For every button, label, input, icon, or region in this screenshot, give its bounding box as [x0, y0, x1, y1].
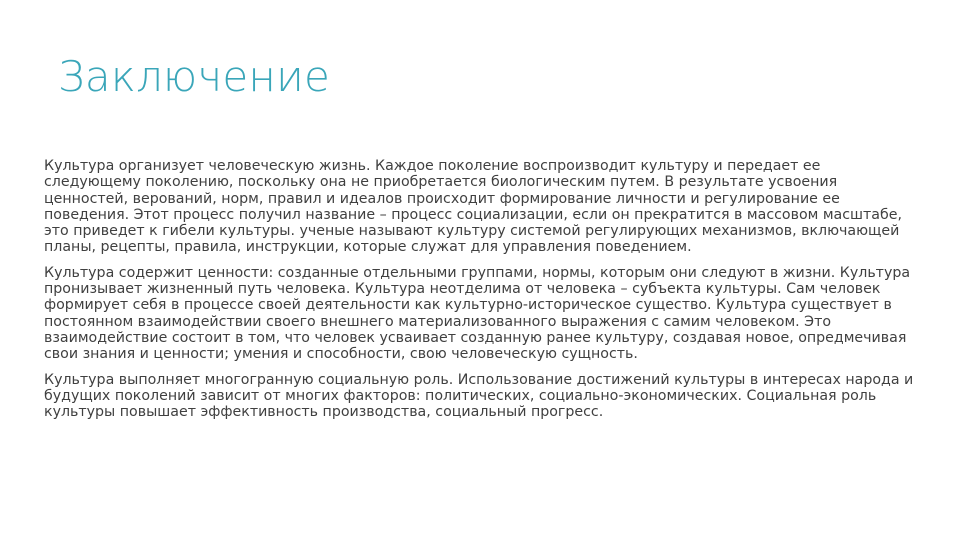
- body-paragraph: Культура выполняет многогранную социальную роль. Использование достижений культуры в интересах народа и будущих поколений зависит от многих факторов: политических, социально-экономических. Социальная роль культуры повышает эффективность производства, социальный прогресс.: [44, 371, 914, 421]
- body-paragraph: Культура организует человеческую жизнь. Каждое поколение воспроизводит культуру и передает ее следующему поколению, поскольку она не приобретается биологическим путем. В результате усвоения ценностей, верований, норм, правил и идеалов происходит формирование личности и регулирование ее поведения. Этот процесс получил название – процесс социализации, если он прекратится в массовом масштабе, это приведет к гибели культуры. ученые называют культуру системой регулирующих механизмов, включающей планы, рецепты, правила, инструкции, которые служат для управления поведением.: [44, 158, 902, 256]
- slide-title: Заключение: [58, 52, 330, 101]
- body-paragraph: Культура содержит ценности: созданные отдельными группами, нормы, которым они следуют в жизни. Культура пронизывает жизненный путь человека. Культура неотделима от человека – субъекта культуры. Сам человек формирует себя в процессе своей деятельности как культурно-историческое существо. Культура существует в постоянном взаимодействии своего внешнего материализованного выражения с самим человеком. Это взаимодействие состоит в том, что человек усваивает созданную ранее культуру, создавая новое, опредмечивая свои знания и ценности; умения и способности, свою человеческую сущность.: [44, 264, 911, 363]
- slide-body: [44, 158, 920, 429]
